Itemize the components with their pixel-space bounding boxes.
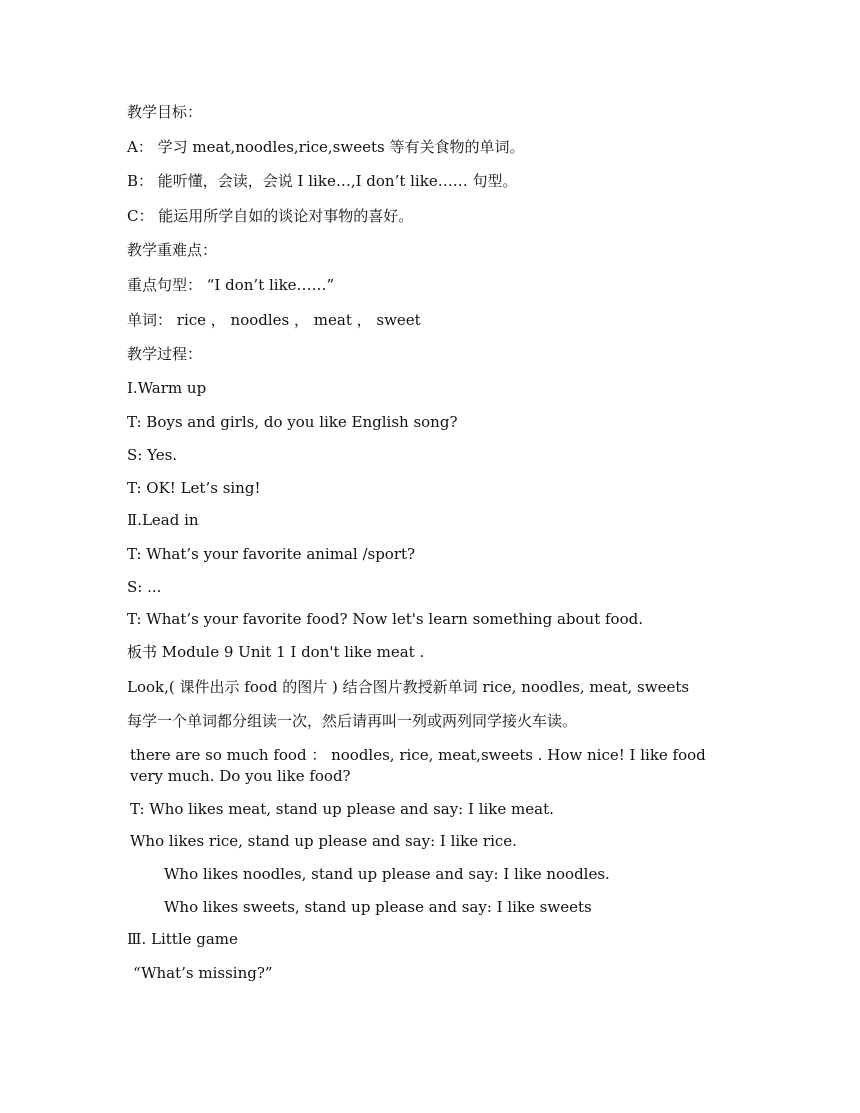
lead-teacher-line-2: T: What’s your favorite food? Now let's learn something about food. [127,610,643,628]
reading-note: 每学一个单词都分组读一次，然后请再叫一列或两列同学接火车读。 [127,712,578,730]
objective-b: B： 能听懂，会读，会说 I like…,I don’t like…… 句型。 [127,172,518,190]
objectives-heading: 教学目标： [127,103,203,121]
warmup-student-line-1: S: Yes. [127,446,178,464]
lead-student-line-1: S: ... [127,578,162,596]
key-sentence: 重点句型： “I don’t like……” [127,276,335,294]
practice-line-noodles: Who likes noodles, stand up please and say: I like noodles. [164,865,610,883]
objective-c: C： 能运用所学自如的谈论对事物的喜好。 [127,207,414,225]
practice-line-rice: Who likes rice, stand up please and say: I like rice. [130,832,517,850]
practice-line-sweets: Who likes sweets, stand up please and say: I like sweets [164,898,592,916]
game-name: “What’s missing?” [133,964,273,982]
practice-line-meat: T: Who likes meat, stand up please and say: I like meat. [130,800,554,818]
vocabulary-line: 单词： rice ， noodles ， meat ， sweet [127,311,421,329]
look-note: Look,( 课件出示 food 的图片 ) 结合图片教授新单词 rice, noodles, meat, sweets [127,678,690,696]
food-paragraph: there are so much food ： noodles, rice, meat,sweets . How nice! I like food very much. Do you like food? [130,746,706,785]
section-lead-in: Ⅱ.Lead in [127,511,199,529]
section-warm-up: Ⅰ.Warm up [127,379,207,397]
process-heading: 教学过程： [127,345,203,363]
section-little-game: Ⅲ. Little game [127,930,238,948]
warmup-teacher-line-1: T: Boys and girls, do you like English song? [127,413,458,431]
warmup-teacher-line-2: T: OK! Let’s sing! [127,479,261,497]
key-points-heading: 教学重难点： [127,241,218,259]
lead-teacher-line-1: T: What’s your favorite animal /sport? [127,545,416,563]
board-note: 板书 Module 9 Unit 1 I don't like meat . [127,643,425,661]
objective-a: A： 学习 meat,noodles,rice,sweets 等有关食物的单词。 [127,138,525,156]
